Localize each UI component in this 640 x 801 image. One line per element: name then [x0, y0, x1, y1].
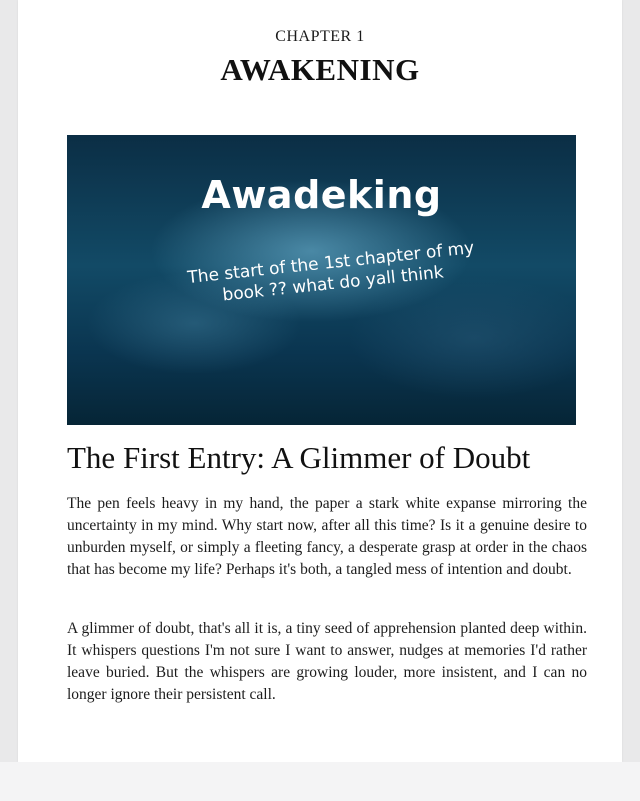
banner-caption: The start of the 1st chapter of my book ?? what do yall think [186, 238, 476, 306]
body-paragraph: A glimmer of doubt, that's all it is, a tiny seed of apprehension planted deep within. It whispers questions I'm not sure I want to answer, nudges at memories I'd rather leave buried. But the whispers are growing louder, more insistent, and I can no longer ignore their persistent call. [67, 620, 587, 703]
chapter-banner-image [67, 135, 576, 425]
bottom-strip [0, 762, 640, 801]
chapter-label: CHAPTER 1 [275, 28, 365, 45]
body-paragraph: The pen feels heavy in my hand, the paper a stark white expanse mirroring the uncertainty in my mind. Why start now, after all this time? Is it a genuine desire to unburden myself, or simply a fleeting fancy, a desperate grasp at order in the chaos that has become my life? Perhaps it's both, a tangled mess of intention and doubt. [67, 495, 587, 578]
entry-heading: The First Entry: A Glimmer of Doubt [67, 440, 531, 475]
banner-title: Awadeking [201, 173, 442, 217]
chapter-title: AWAKENING [220, 52, 420, 87]
book-page [18, 0, 622, 762]
